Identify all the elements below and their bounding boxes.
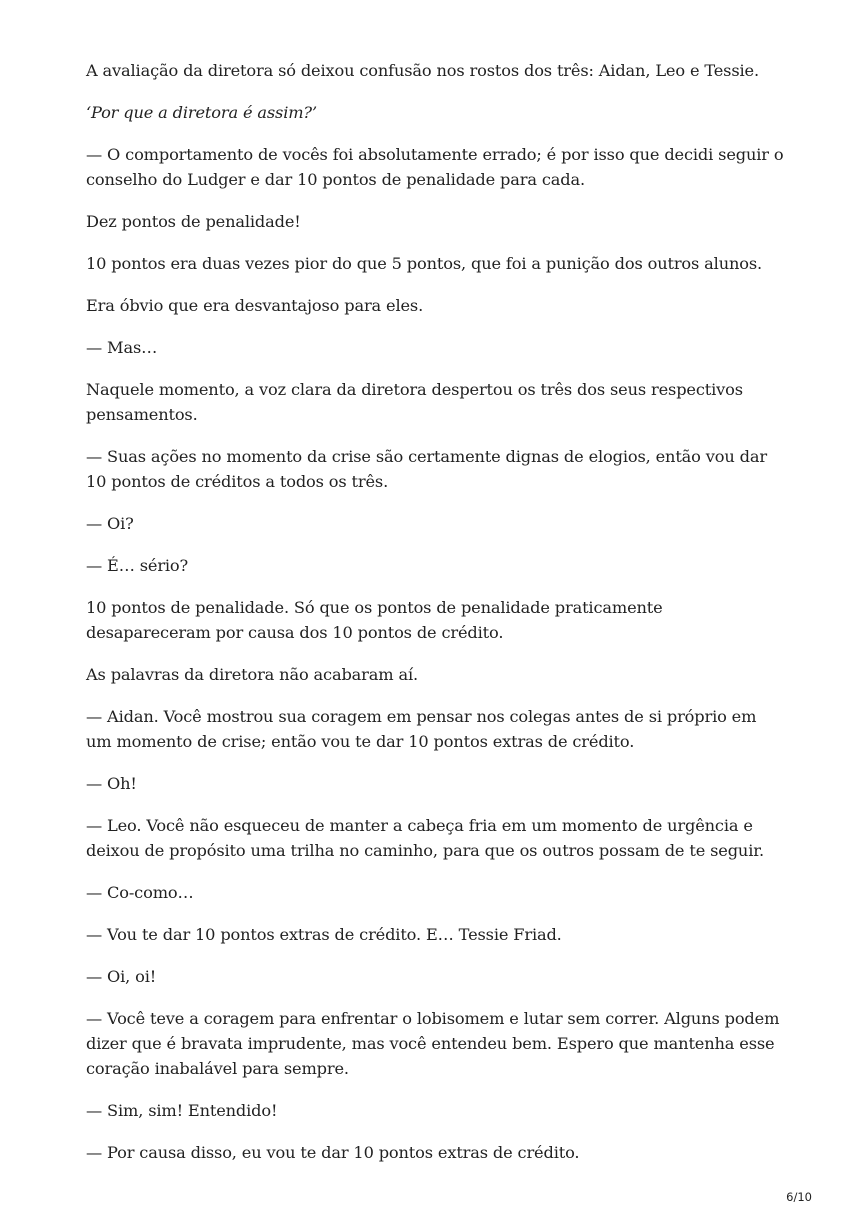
paragraph: — Aidan. Você mostrou sua coragem em pensar nos colegas antes de si próprio em um momento de crise; então vou te dar 10 pontos extras de crédito. <box>86 707 757 751</box>
paragraph: — Leo. Você não esqueceu de manter a cabeça fria em um momento de urgência e deixou de propósito uma trilha no caminho, para que os outros possam de te seguir. <box>86 816 765 860</box>
paragraph: — Co-como… <box>86 883 194 902</box>
document-body <box>86 58 786 1182</box>
paragraph-italic-thought: ‘Por que a diretora é assim?’ <box>86 103 317 122</box>
paragraph: — É… sério? <box>86 556 189 575</box>
paragraph: — Oh! <box>86 774 137 793</box>
paragraph: Dez pontos de penalidade! <box>86 212 301 231</box>
paragraph: — Mas… <box>86 338 158 357</box>
paragraph: As palavras da diretora não acabaram aí. <box>86 665 418 684</box>
paragraph: — Vou te dar 10 pontos extras de crédito. E… Tessie Friad. <box>86 925 562 944</box>
paragraph: — O comportamento de vocês foi absolutamente errado; é por isso que decidi seguir o conselho do Ludger e dar 10 pontos de penalidade para cada. <box>86 145 784 189</box>
paragraph: — Você teve a coragem para enfrentar o lobisomem e lutar sem correr. Alguns podem dizer que é bravata imprudente, mas você entendeu bem. Espero que mantenha esse coração inabalável para sempre. <box>86 1009 780 1078</box>
paragraph: Era óbvio que era desvantajoso para eles. <box>86 296 424 315</box>
paragraph: — Oi, oi! <box>86 967 157 986</box>
paragraph: — Oi? <box>86 514 134 533</box>
paragraph: — Por causa disso, eu vou te dar 10 pontos extras de crédito. <box>86 1143 580 1162</box>
paragraph: — Suas ações no momento da crise são certamente dignas de elogios, então vou dar 10 pontos de créditos a todos os três. <box>86 447 767 491</box>
paragraph: Naquele momento, a voz clara da diretora despertou os três dos seus respectivos pensamentos. <box>86 380 743 424</box>
page-number: 6/10 <box>786 1190 812 1204</box>
paragraph: — Sim, sim! Entendido! <box>86 1101 278 1120</box>
paragraph: 10 pontos de penalidade. Só que os pontos de penalidade praticamente desapareceram por causa dos 10 pontos de crédito. <box>86 598 663 642</box>
paragraph: 10 pontos era duas vezes pior do que 5 pontos, que foi a punição dos outros alunos. <box>86 254 763 273</box>
paragraph: A avaliação da diretora só deixou confusão nos rostos dos três: Aidan, Leo e Tessie. <box>86 61 759 80</box>
